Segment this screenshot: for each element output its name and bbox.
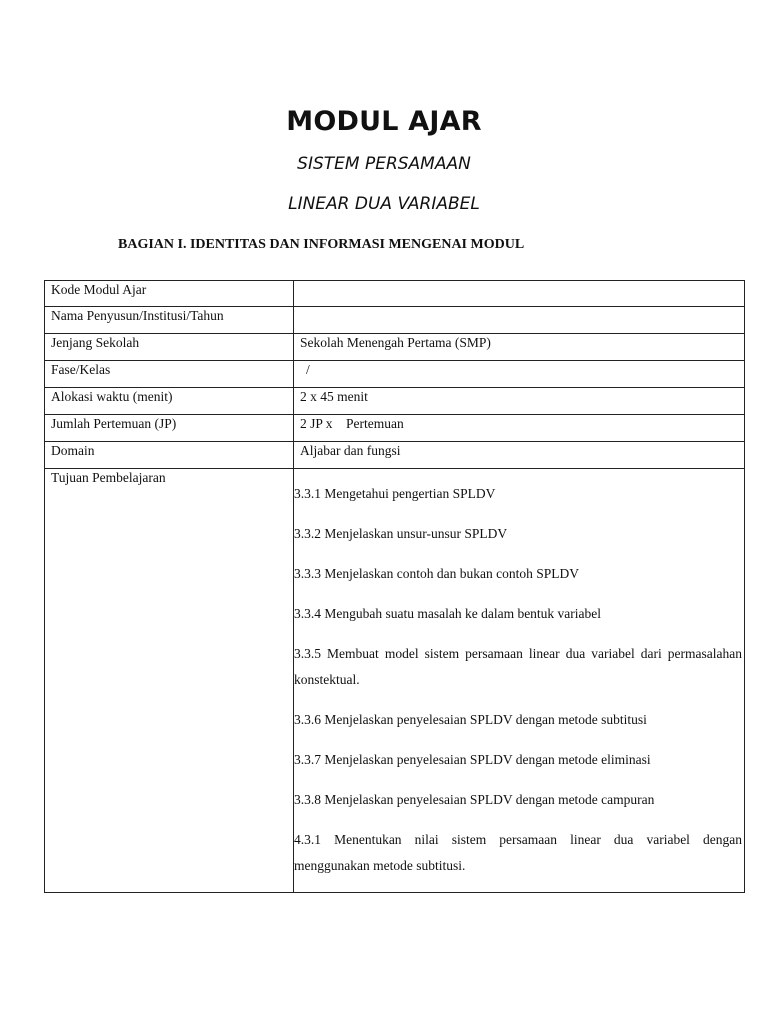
row-label: Jumlah Pertemuan (JP) [45, 415, 294, 442]
row-value [294, 307, 745, 334]
document-subtitle-line-1: SISTEM PERSAMAAN [297, 154, 471, 174]
objective-item: 3.3.2 Menjelaskan unsur-unsur SPLDV [294, 526, 508, 541]
document-subtitle-line-2: LINEAR DUA VARIABEL [288, 194, 480, 214]
table-row [45, 334, 745, 361]
row-value: Sekolah Menengah Pertama (SMP) [294, 334, 745, 361]
row-value [294, 281, 745, 307]
objectives-list [294, 469, 744, 879]
table-row [45, 415, 745, 442]
objective-item: 3.3.3 Menjelaskan contoh dan bukan contoh SPLDV [294, 566, 579, 581]
row-value [294, 415, 745, 442]
row-label: Fase/Kelas [45, 361, 294, 388]
row-label: Tujuan Pembelajaran [45, 469, 294, 893]
row-value: Aljabar dan fungsi [294, 442, 745, 469]
row-value: 2 x 45 menit [294, 388, 745, 415]
objective-item: 3.3.4 Mengubah suatu masalah ke dalam bentuk variabel [294, 606, 602, 621]
table-row [45, 281, 745, 307]
row-value [294, 361, 745, 388]
section-heading: BAGIAN I. IDENTITAS DAN INFORMASI MENGENAI MODUL [118, 237, 525, 252]
objective-item: 3.3.5 Membuat model sistem persamaan linear dua variabel dari permasalahan konstektual. [294, 646, 742, 687]
objective-item: 3.3.8 Menjelaskan penyelesaian SPLDV dengan metode campuran [294, 792, 655, 807]
objective-item: 3.3.6 Menjelaskan penyelesaian SPLDV dengan metode subtitusi [294, 712, 647, 727]
table-row [45, 361, 745, 388]
row-label: Jenjang Sekolah [45, 334, 294, 361]
identity-table [44, 280, 745, 893]
table-row [45, 388, 745, 415]
row-label: Alokasi waktu (menit) [45, 388, 294, 415]
row-label: Nama Penyusun/Institusi/Tahun [45, 307, 294, 334]
row-value-text: / [306, 362, 310, 377]
objective-item: 4.3.1 Menentukan nilai sistem persamaan linear dua variabel dengan menggunakan metode subtitusi. [294, 832, 742, 873]
table-row-objectives [45, 469, 745, 893]
table-row [45, 442, 745, 469]
document-title: MODUL AJAR [286, 106, 482, 137]
row-label: Domain [45, 442, 294, 469]
row-label: Kode Modul Ajar [45, 281, 294, 307]
row-value-text: 2 JP x Pertemuan [300, 416, 404, 431]
objective-item: 3.3.7 Menjelaskan penyelesaian SPLDV dengan metode eliminasi [294, 752, 651, 767]
objectives-cell [294, 469, 745, 893]
objective-item: 3.3.1 Mengetahui pengertian SPLDV [294, 486, 496, 501]
table-row [45, 307, 745, 334]
